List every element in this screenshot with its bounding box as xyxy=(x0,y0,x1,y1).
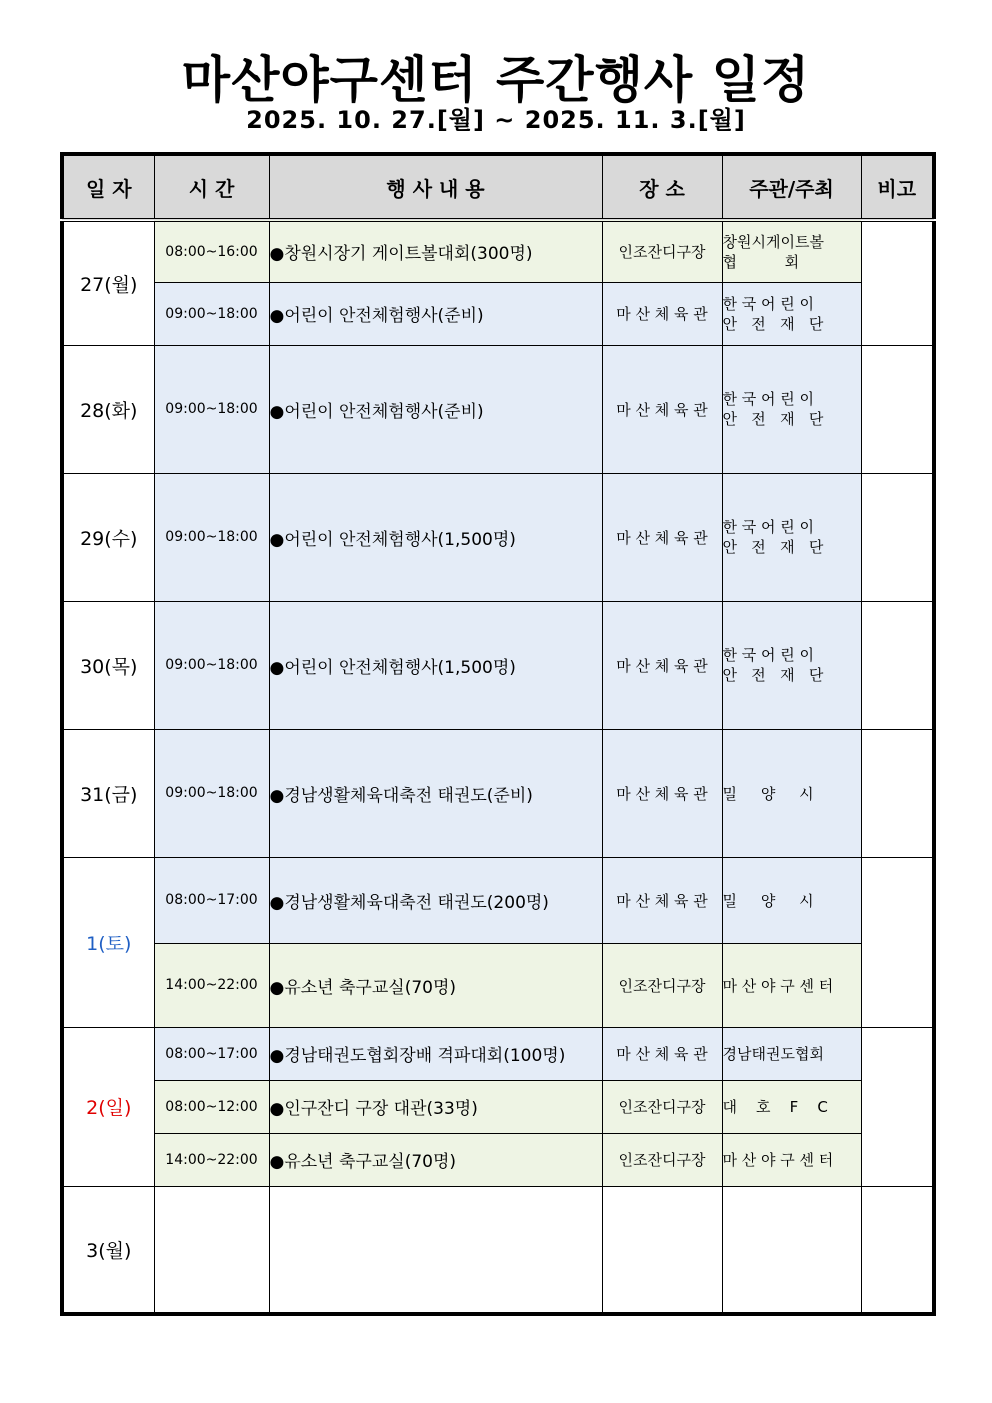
schedule-table xyxy=(60,152,936,1316)
event-cell: ●창원시장기 게이트볼대회(300명) xyxy=(269,220,602,282)
host-cell xyxy=(722,220,861,282)
date-cell: 2(일) xyxy=(62,1027,154,1186)
header-host: 주관/주최 xyxy=(722,154,861,220)
host-cell: 경남태권도협회 xyxy=(722,1027,861,1080)
place-cell: 마 산 체 육 관 xyxy=(602,473,722,601)
table-row xyxy=(62,857,934,943)
event-cell: ●어린이 안전체험행사(1,500명) xyxy=(269,473,602,601)
header-place: 장 소 xyxy=(602,154,722,220)
note-cell xyxy=(861,1186,934,1314)
table-row xyxy=(62,1027,934,1080)
header-note: 비고 xyxy=(861,154,934,220)
table-row xyxy=(62,282,934,345)
table-row xyxy=(62,1186,934,1314)
place-cell: 마 산 체 육 관 xyxy=(602,345,722,473)
event-cell: ●유소년 축구교실(70명) xyxy=(269,943,602,1027)
place-cell xyxy=(602,1186,722,1314)
date-cell: 31(금) xyxy=(62,729,154,857)
place-cell: 인조잔디구장 xyxy=(602,220,722,282)
page-title: 마산야구센터 주간행사 일정 xyxy=(181,51,811,109)
date-cell: 28(화) xyxy=(62,345,154,473)
note-cell xyxy=(861,1027,934,1186)
event-cell: ●경남생활체육대축전 태권도(200명) xyxy=(269,857,602,943)
note-cell xyxy=(861,857,934,1027)
place-cell: 인조잔디구장 xyxy=(602,943,722,1027)
time-cell: 09:00~18:00 xyxy=(154,282,269,345)
event-cell xyxy=(269,1186,602,1314)
event-cell: ●어린이 안전체험행사(준비) xyxy=(269,282,602,345)
host-line: 협 회 xyxy=(722,252,800,271)
note-cell xyxy=(861,345,934,473)
event-cell: ●경남태권도협회장배 격파대회(100명) xyxy=(269,1027,602,1080)
date-cell: 1(토) xyxy=(62,857,154,1027)
time-cell: 08:00~16:00 xyxy=(154,220,269,282)
host-line: 한 국 어 린 이 xyxy=(722,390,815,408)
date-cell: 27(월) xyxy=(62,220,154,345)
date-cell: 30(목) xyxy=(62,601,154,729)
time-cell: 14:00~22:00 xyxy=(154,943,269,1027)
host-line: 창원시게이트볼 xyxy=(722,232,824,251)
time-cell: 14:00~22:00 xyxy=(154,1133,269,1186)
table-row xyxy=(62,345,934,473)
host-cell: 대 호 F C xyxy=(722,1080,861,1133)
note-cell xyxy=(861,473,934,601)
host-cell: 마 산 야 구 센 터 xyxy=(722,943,861,1027)
date-cell: 3(월) xyxy=(62,1186,154,1314)
date-cell: 29(수) xyxy=(62,473,154,601)
place-cell: 인조잔디구장 xyxy=(602,1080,722,1133)
table-row xyxy=(62,601,934,729)
host-cell xyxy=(722,1186,861,1314)
place-cell: 마 산 체 육 관 xyxy=(602,729,722,857)
host-cell: 밀 양 시 xyxy=(722,857,861,943)
table-row xyxy=(62,943,934,1027)
event-cell: ●어린이 안전체험행사(1,500명) xyxy=(269,601,602,729)
note-cell xyxy=(861,601,934,729)
header-content: 행 사 내 용 xyxy=(269,154,602,220)
time-cell: 08:00~17:00 xyxy=(154,1027,269,1080)
event-cell: ●어린이 안전체험행사(준비) xyxy=(269,345,602,473)
place-cell: 마 산 체 육 관 xyxy=(602,601,722,729)
header-row xyxy=(62,154,934,220)
table-row xyxy=(62,729,934,857)
time-cell: 08:00~17:00 xyxy=(154,857,269,943)
time-cell: 09:00~18:00 xyxy=(154,601,269,729)
host-line: 안 전 재 단 xyxy=(722,666,824,684)
host-cell xyxy=(722,282,861,345)
table-row xyxy=(62,1133,934,1186)
date-range: 2025. 10. 27.[월] ~ 2025. 11. 3.[월] xyxy=(246,106,746,134)
table-row xyxy=(62,220,934,282)
place-cell: 마 산 체 육 관 xyxy=(602,1027,722,1080)
host-cell xyxy=(722,601,861,729)
host-cell: 밀 양 시 xyxy=(722,729,861,857)
host-line: 한 국 어 린 이 xyxy=(722,294,815,313)
host-cell xyxy=(722,473,861,601)
place-cell: 마 산 체 육 관 xyxy=(602,282,722,345)
note-cell xyxy=(861,220,934,345)
time-cell: 09:00~18:00 xyxy=(154,345,269,473)
place-cell: 인조잔디구장 xyxy=(602,1133,722,1186)
time-cell: 09:00~18:00 xyxy=(154,729,269,857)
host-line: 한 국 어 린 이 xyxy=(722,518,815,536)
table-row xyxy=(62,1080,934,1133)
host-line: 한 국 어 린 이 xyxy=(722,646,815,664)
note-cell xyxy=(861,729,934,857)
time-cell: 09:00~18:00 xyxy=(154,473,269,601)
header-time: 시 간 xyxy=(154,154,269,220)
host-cell xyxy=(722,345,861,473)
table-row xyxy=(62,473,934,601)
host-line: 안 전 재 단 xyxy=(722,538,824,556)
time-cell xyxy=(154,1186,269,1314)
host-cell: 마 산 야 구 센 터 xyxy=(722,1133,861,1186)
event-cell: ●유소년 축구교실(70명) xyxy=(269,1133,602,1186)
event-cell: ●인구잔디 구장 대관(33명) xyxy=(269,1080,602,1133)
time-cell: 08:00~12:00 xyxy=(154,1080,269,1133)
host-line: 안 전 재 단 xyxy=(722,410,824,428)
header-date: 일 자 xyxy=(62,154,154,220)
place-cell: 마 산 체 육 관 xyxy=(602,857,722,943)
event-cell: ●경남생활체육대축전 태권도(준비) xyxy=(269,729,602,857)
host-line: 안 전 재 단 xyxy=(722,314,824,333)
